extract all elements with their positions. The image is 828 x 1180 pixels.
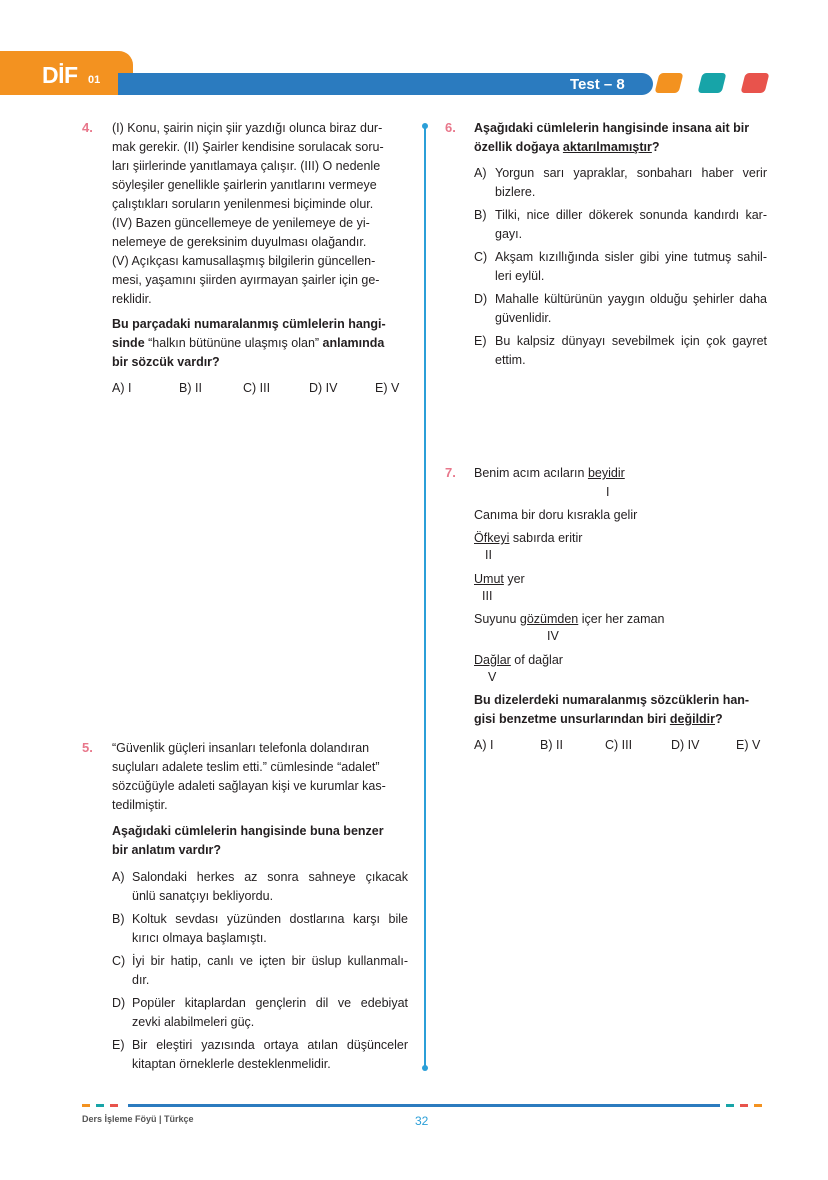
page-number: 32 [415, 1114, 429, 1128]
q4-line: (I) Konu, şairin niçin şiir yazdığı olunca biraz dur- [112, 121, 383, 135]
divider-dot-bottom [422, 1065, 428, 1071]
logo-sub: 01 [88, 74, 101, 86]
q7-question-line [474, 710, 774, 729]
q4-option-e[interactable]: E) V [375, 381, 400, 395]
q6-number: 6. [445, 120, 456, 135]
q7-question [474, 691, 774, 729]
q6-option-b[interactable] [474, 206, 767, 244]
verse-marked-word: Dağlar [474, 653, 511, 667]
q7-verse-line-1 [474, 464, 625, 483]
q4-q-quote: “halkın bütününe ulaşmış olan” [144, 336, 323, 350]
option-letter: C) [474, 250, 488, 264]
q7-marker-5: V [488, 670, 497, 684]
q4-question-line: bir sözcük vardır? [112, 355, 220, 369]
q5-option-d[interactable] [112, 994, 408, 1032]
q4-option-c[interactable]: C) III [243, 381, 271, 395]
option-text: leri eylül. [495, 269, 545, 283]
q7-verse-line-5 [474, 610, 664, 629]
q4-line: çalıştıkları soruların yenilenmesi biçiminde olur. [112, 197, 374, 211]
test-label: Test – 8 [570, 76, 625, 93]
q7-marker-3: III [482, 589, 493, 603]
verse-marked-word: Umut [474, 572, 504, 586]
verse-marked-word: Öfkeyi [474, 531, 510, 545]
q6-option-a[interactable] [474, 164, 767, 202]
q7-option-d[interactable]: D) IV [671, 738, 700, 752]
option-text: Popüler kitaplardan gençlerin dil ve edebiyat [132, 996, 408, 1010]
option-text: Yorgun sarı yapraklar, sonbaharı haber verir [495, 166, 767, 180]
option-text: Bu kalpsiz dünyayı sevebilmek için çok gayret [495, 334, 767, 348]
q5-number: 5. [82, 740, 93, 755]
option-text: Mahalle kültürünün yaygın olduğu şehirler daha [495, 292, 767, 306]
footer-dash-teal [96, 1104, 104, 1107]
q7-option-c[interactable]: C) III [605, 738, 633, 752]
q6-option-e[interactable] [474, 332, 767, 370]
q4-question-line: Bu parçadaki numaralanmış cümlelerin hangi- [112, 317, 386, 331]
q5-option-a[interactable] [112, 868, 408, 906]
option-letter: B) [112, 912, 125, 926]
q4-q-part: anlamında [322, 336, 385, 350]
q7-option-a[interactable]: A) I [474, 738, 494, 752]
option-letter: E) [474, 334, 487, 348]
option-text: Akşam kızıllığında sisler gibi yine tutmuş sahil- [495, 250, 767, 264]
option-letter: D) [112, 996, 126, 1010]
option-text: bizlere. [495, 185, 536, 199]
verse-text: of dağlar [510, 653, 563, 667]
q5-line: tedilmiştir. [112, 798, 168, 812]
verse-text: sabırda eritir [509, 531, 583, 545]
q5-option-c[interactable] [112, 952, 408, 990]
footer-dash-red [110, 1104, 118, 1107]
footer-dash-orange [82, 1104, 90, 1107]
q6-question-line [474, 138, 774, 157]
accent-red-shape [741, 73, 770, 93]
footer-text: Ders İşleme Föyü | Türkçe [82, 1114, 194, 1124]
verse-marked-word: beyidir [587, 466, 625, 480]
option-text: kitaptan örneklerle desteklenmelidir. [132, 1057, 331, 1071]
q7-question-line: Bu dizelerdeki numaralanmış sözcüklerin han- [474, 693, 750, 707]
option-letter: A) [474, 166, 487, 180]
accent-teal-shape [698, 73, 727, 93]
option-text: ünlü sanatçıyı bekliyordu. [132, 889, 274, 903]
q4-line: nelemeye de gereksinim duyulması olağandır. [112, 235, 367, 249]
q5-line: suçluları adalete teslim etti.” cümlesinde “adalet” [112, 760, 380, 774]
q7-marker-1: I [606, 485, 610, 499]
option-text: zevki alabilmeleri güç. [132, 1015, 255, 1029]
column-divider [424, 126, 426, 1068]
q7-q-part: ? [715, 712, 723, 726]
q7-marker-4: IV [547, 629, 559, 643]
q5-question-line: Aşağıdaki cümlelerin hangisinde buna benzer [112, 824, 384, 838]
option-text: Bir eleştiri yazısında ortaya atılan düşünceler [132, 1038, 408, 1052]
q5-passage [112, 739, 404, 815]
q4-q-part: sinde [112, 336, 145, 350]
footer-dash-teal-right [726, 1104, 734, 1107]
q4-line: (IV) Bazen güncellemeye de yenilemeye de yi- [112, 216, 370, 230]
q6-question [474, 119, 774, 157]
q7-option-b[interactable]: B) II [540, 738, 563, 752]
logo: DİF [42, 62, 78, 88]
q4-line: mesi, yaşamını şiirden ayırmayan şairler için ge- [112, 273, 380, 287]
q6-q-underlined: aktarılmamıştır [562, 140, 652, 154]
footer-dash-red-right [740, 1104, 748, 1107]
footer-line [128, 1104, 720, 1107]
option-letter: C) [112, 954, 126, 968]
option-text: gayı. [495, 227, 523, 241]
verse-text: Suyunu [474, 612, 520, 626]
option-letter: D) [474, 292, 488, 306]
q6-question-line: Aşağıdaki cümlelerin hangisinde insana ait bir [474, 121, 750, 135]
verse-text: Benim acım acıların [474, 466, 588, 480]
q5-question [112, 822, 412, 860]
option-letter: B) [474, 208, 487, 222]
q4-option-a[interactable]: A) I [112, 381, 132, 395]
accent-orange-shape [655, 73, 684, 93]
q4-passage [112, 119, 404, 309]
q5-line: “Güvenlik güçleri insanları telefonla dolandıran [112, 741, 370, 755]
option-text: Tilki, nice diller dökerek sonunda kandırdı kar- [495, 208, 767, 222]
option-text: Salondaki herkes az sonra sahneye çıkacak [132, 870, 408, 884]
q4-question-line [112, 334, 412, 353]
divider-dot-top [422, 123, 428, 129]
q6-option-c[interactable] [474, 248, 767, 286]
footer-dash-orange-right [754, 1104, 762, 1107]
q6-option-d[interactable] [474, 290, 767, 328]
q5-question-line: bir anlatım vardır? [112, 843, 222, 857]
q7-marker-2: II [485, 548, 492, 562]
q4-option-d[interactable]: D) IV [309, 381, 338, 395]
q5-line: sözcüğüyle adaleti sağlayan kişi ve kurumlar kas- [112, 779, 386, 793]
option-letter: E) [112, 1038, 125, 1052]
q6-options [474, 164, 767, 370]
q4-line: mak gerekir. (II) Şairler kendisine sorulacak soru- [112, 140, 384, 154]
q4-line: söyleşiler genellikle şairlerin yanıtlarını vermeye [112, 178, 377, 192]
q6-q-part: ? [651, 140, 660, 154]
q7-q-part: gisi benzetme unsurlarından biri [474, 712, 670, 726]
verse-text: içer her zaman [578, 612, 665, 626]
option-text: Koltuk sevdası yüzünden dostlarına karşı bile [132, 912, 408, 926]
q7-number: 7. [445, 465, 456, 480]
option-text: İyi bir hatip, canlı ve içten bir üslup kullanmalı- [132, 954, 408, 968]
option-letter: A) [112, 870, 125, 884]
option-text: ettim. [495, 353, 526, 367]
q5-option-b[interactable] [112, 910, 408, 948]
q5-option-e[interactable] [112, 1036, 408, 1074]
verse-marked-word: gözümden [519, 612, 579, 626]
q4-line: ları şiirlerinde yanıtlamaya çalışır. (III) O nedenle [112, 159, 381, 173]
option-text: dır. [132, 973, 150, 987]
option-text: güvenlidir. [495, 311, 552, 325]
q5-options [112, 868, 408, 1074]
q4-question [112, 315, 412, 372]
option-text: kırıcı olmaya başlamıştı. [132, 931, 267, 945]
q4-line: (V) Açıkçası kamusallaşmış bilgilerin güncellen- [112, 254, 376, 268]
q7-q-underlined: değildir [669, 712, 716, 726]
q6-q-part: özellik doğaya [474, 140, 563, 154]
q4-number: 4. [82, 120, 93, 135]
q4-option-b[interactable]: B) II [179, 381, 202, 395]
q4-line: reklidir. [112, 292, 152, 306]
verse-text: yer [503, 572, 525, 586]
q7-option-e[interactable]: E) V [736, 738, 761, 752]
q7-verse-line-2: Canıma bir doru kısrakla gelir [474, 508, 638, 522]
